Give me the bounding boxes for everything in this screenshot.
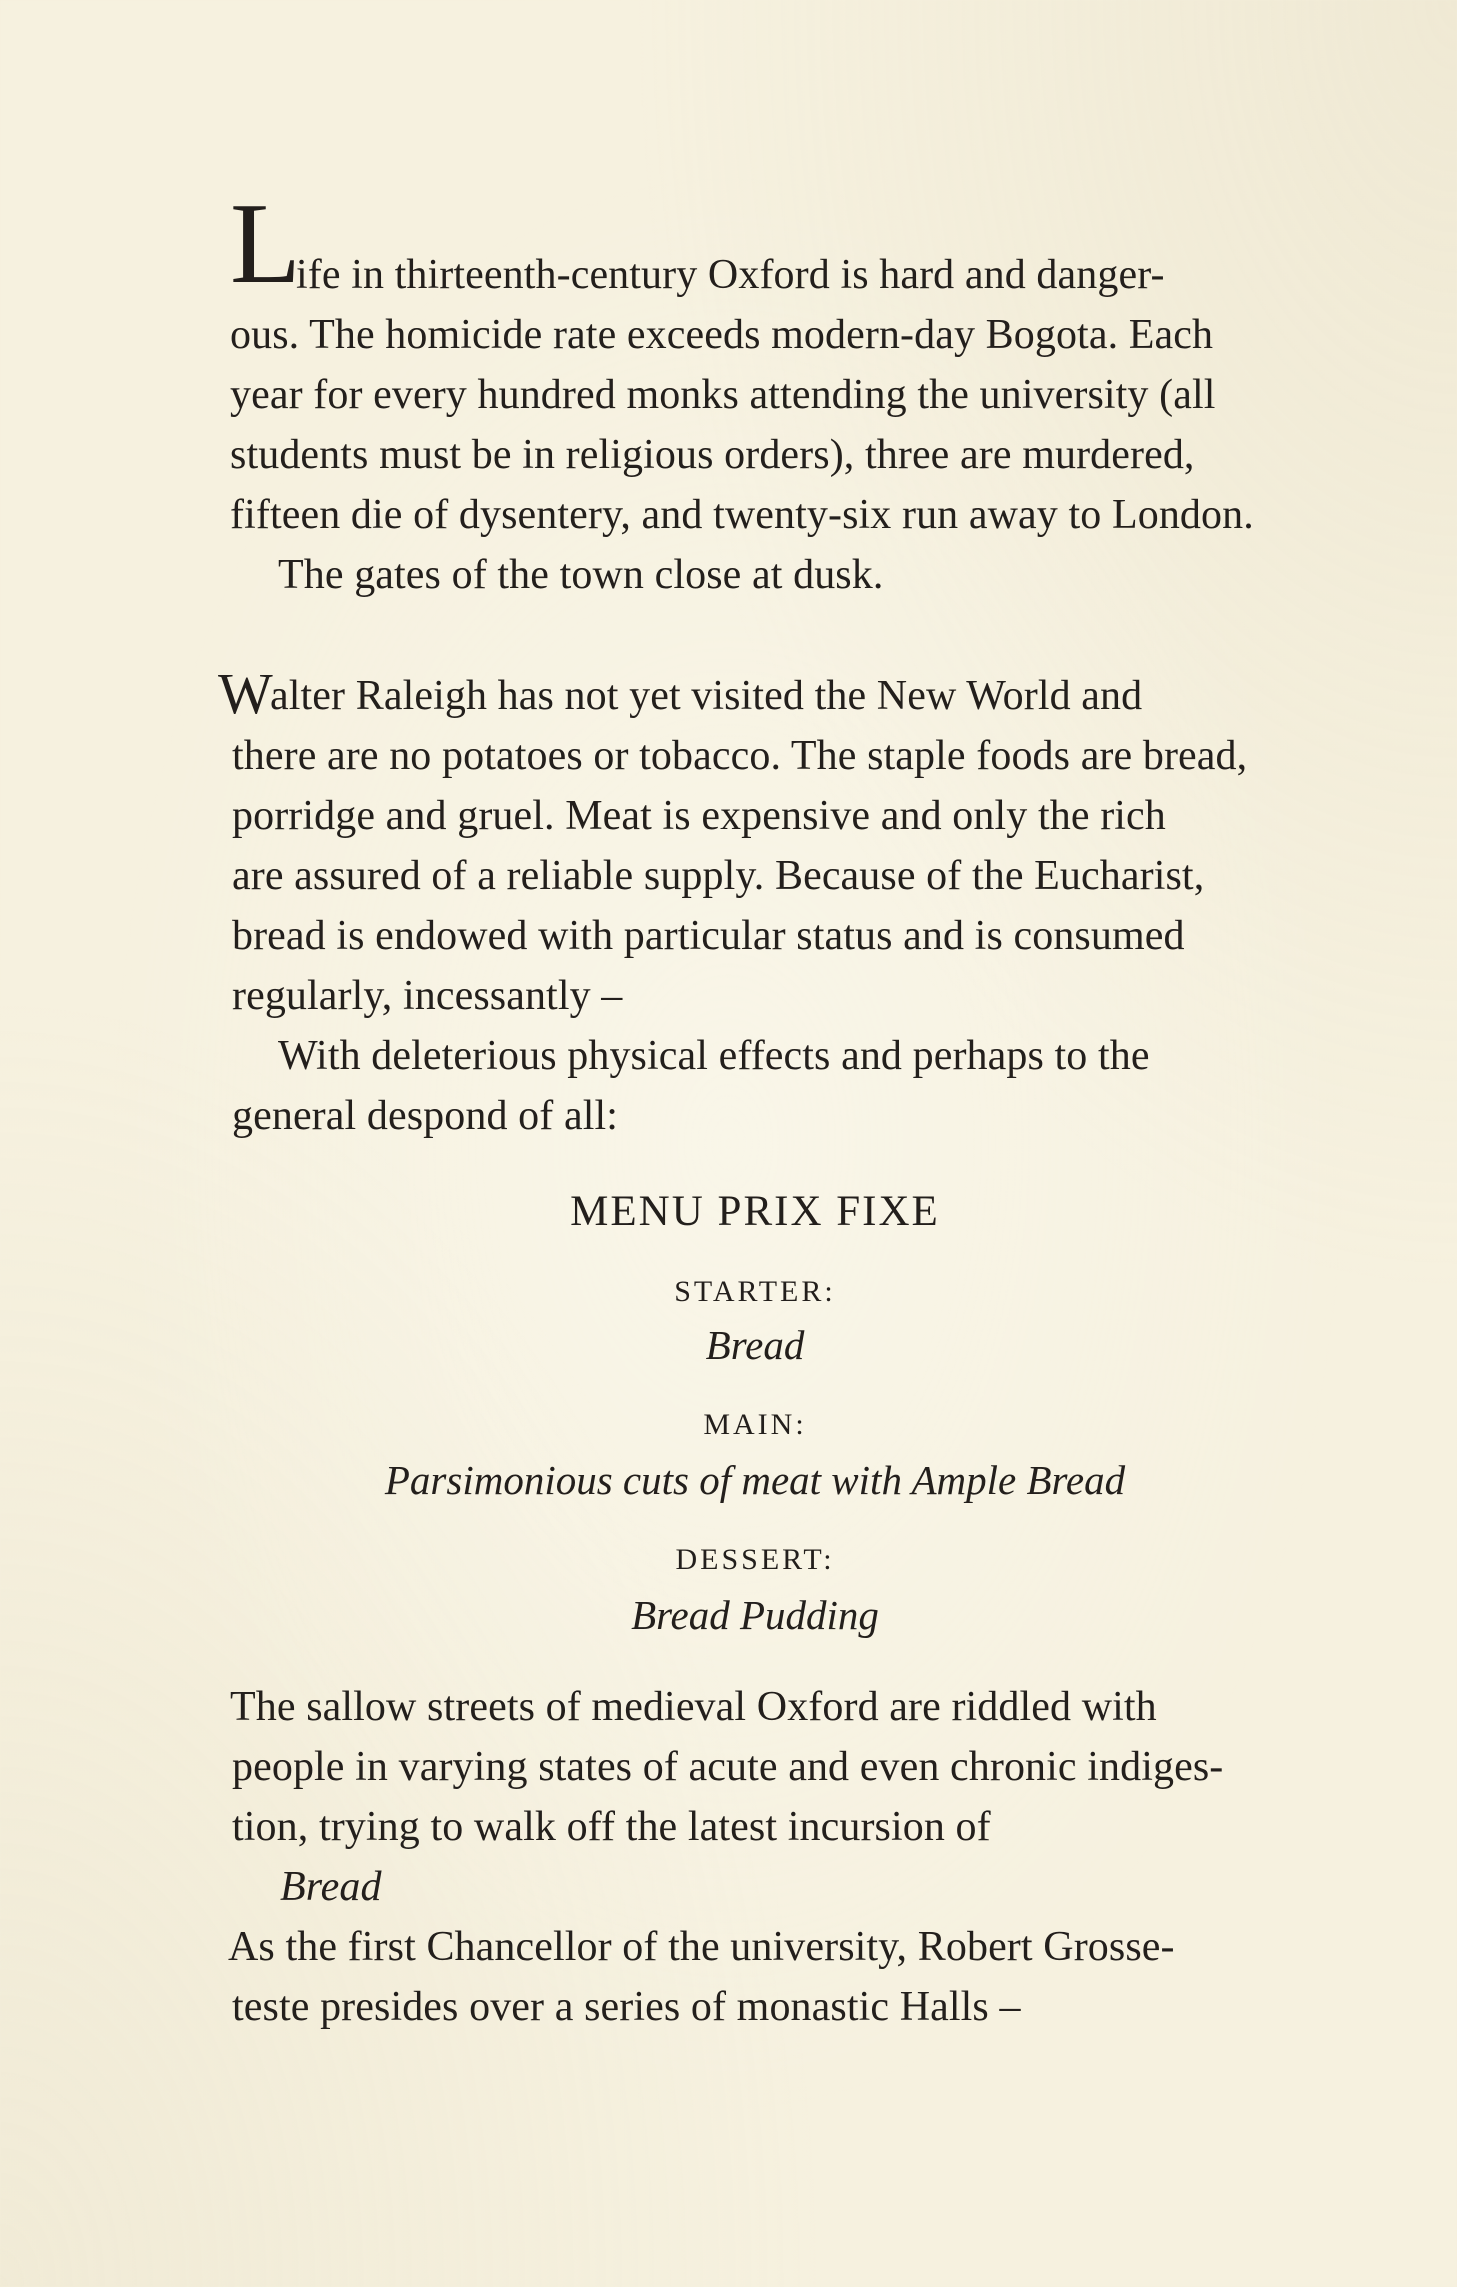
menu-dessert-item: Bread Pudding: [631, 1592, 879, 1638]
text-line: students must be in religious orders), three are murdered,: [230, 432, 1195, 478]
text-line: With deleterious physical effects and perhaps to the: [278, 1033, 1150, 1079]
menu-main-label: MAIN:: [703, 1408, 807, 1441]
text-line: regularly, incessantly –: [232, 973, 623, 1019]
text-line: ous. The homicide rate exceeds modern-day Bogota. Each: [230, 312, 1214, 358]
text-line: As the first Chancellor of the university, Robert Grosse-: [228, 1924, 1175, 1970]
menu-starter-item: Bread: [705, 1322, 805, 1368]
text-line: bread is endowed with particular status and is consumed: [232, 913, 1185, 959]
text-line: alter Raleigh has not yet visited the New World and: [270, 673, 1143, 719]
text-line: there are no potatoes or tobacco. The staple foods are bread,: [232, 733, 1248, 779]
text-line: tion, trying to walk off the latest incursion of: [232, 1804, 991, 1850]
text-line: general despond of all:: [232, 1093, 619, 1139]
text-line: year for every hundred monks attending the university (all: [230, 372, 1216, 418]
menu-title: MENU PRIX FIXE: [570, 1188, 940, 1235]
text-line: fifteen die of dysentery, and twenty-six run away to London.: [230, 492, 1254, 538]
text-line: are assured of a reliable supply. Because of the Eucharist,: [232, 853, 1205, 899]
italic-word-line: Bread: [280, 1864, 382, 1910]
text-line: The sallow streets of medieval Oxford are riddled with: [230, 1684, 1157, 1730]
text-line: people in varying states of acute and even chronic indiges-: [232, 1744, 1224, 1790]
drop-cap-initial: L: [230, 180, 301, 308]
menu-starter-label: STARTER:: [674, 1275, 836, 1308]
menu-dessert-label: DESSERT:: [675, 1543, 835, 1576]
text-line: ife in thirteenth-century Oxford is hard and danger-: [296, 252, 1165, 298]
text-line: teste presides over a series of monastic Halls –: [232, 1984, 1021, 2030]
menu-main-item: Parsimonious cuts of meat with Ample Bread: [384, 1457, 1126, 1503]
text-line: The gates of the town close at dusk.: [278, 552, 884, 598]
paragraph-initial: W: [218, 661, 273, 726]
text-line: porridge and gruel. Meat is expensive and only the rich: [232, 793, 1166, 839]
